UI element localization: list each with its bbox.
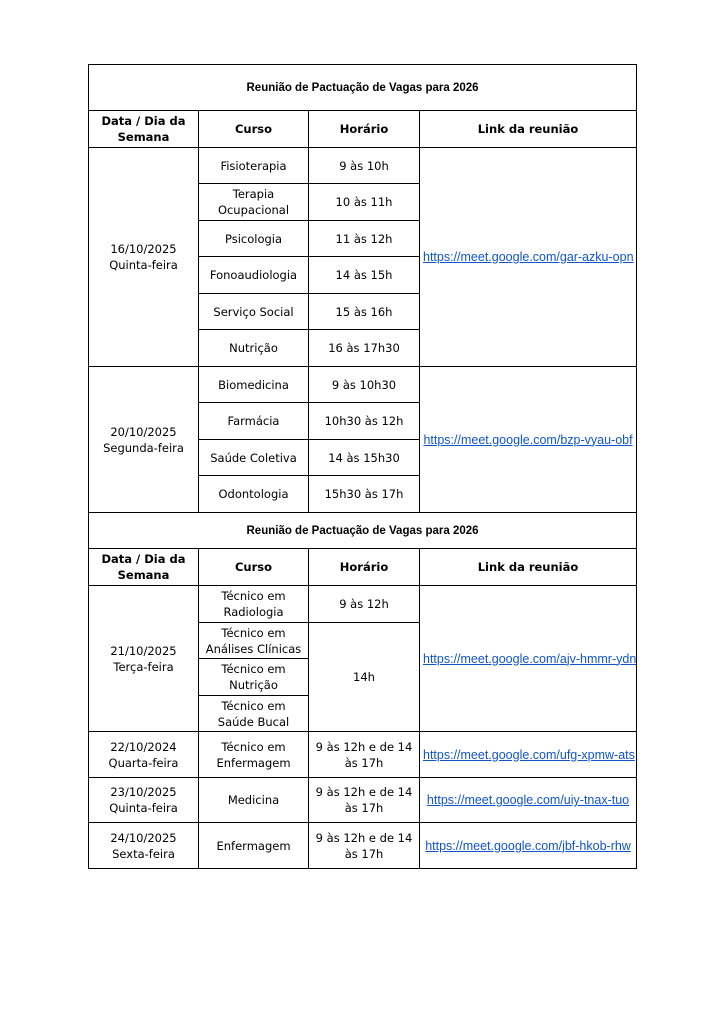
meeting-link[interactable]: https://meet.google.com/ajv-hmmr-ydn xyxy=(423,651,637,666)
date-value: 23/10/2025 xyxy=(110,785,177,799)
weekday-value: Quarta-feira xyxy=(108,755,179,770)
date-cell xyxy=(89,732,199,778)
weekday-value: Quinta-feira xyxy=(109,258,178,272)
date-value: 20/10/2025 xyxy=(110,424,177,439)
weekday-value: Quinta-feira xyxy=(109,801,178,815)
time-cell: 9 às 12h xyxy=(309,586,420,623)
meeting-link[interactable]: https://meet.google.com/jbf-hkob-rhw xyxy=(425,838,631,853)
section-title: Reunião de Pactuação de Vagas para 2026 xyxy=(89,65,637,111)
course-cell: Técnico em Enfermagem xyxy=(199,732,309,778)
link-cell xyxy=(420,823,637,869)
course-cell: Técnico em Nutrição xyxy=(199,659,309,696)
header-link: Link da reunião xyxy=(420,111,637,148)
course-cell: Nutrição xyxy=(199,330,309,367)
time-cell: 9 às 12h e de 14 às 17h xyxy=(309,778,420,823)
time-cell: 9 às 12h e de 14 às 17h xyxy=(309,732,420,778)
date-value: 22/10/2024 xyxy=(110,739,177,754)
time-cell: 15h30 às 17h xyxy=(309,476,420,513)
course-cell: Técnico em Análises Clínicas xyxy=(199,623,309,659)
header-link: Link da reunião xyxy=(420,549,637,586)
date-cell xyxy=(89,586,199,732)
course-cell: Enfermagem xyxy=(199,823,309,869)
schedule-table xyxy=(88,64,637,869)
course-cell: Biomedicina xyxy=(199,367,309,403)
section-title: Reunião de Pactuação de Vagas para 2026 xyxy=(89,513,637,549)
time-cell: 14 às 15h30 xyxy=(309,440,420,476)
meeting-link[interactable]: https://meet.google.com/gar-azku-opn xyxy=(423,250,634,264)
course-cell: Fonoaudiologia xyxy=(199,257,309,294)
date-cell xyxy=(89,148,199,367)
header-course: Curso xyxy=(199,549,309,586)
course-cell: Psicologia xyxy=(199,221,309,257)
link-cell xyxy=(420,778,637,823)
link-cell xyxy=(420,732,637,778)
course-cell: Saúde Coletiva xyxy=(199,440,309,476)
course-cell: Técnico em Saúde Bucal xyxy=(199,696,309,732)
date-value: 16/10/2025 xyxy=(110,242,177,256)
course-cell: Farmácia xyxy=(199,403,309,440)
date-cell xyxy=(89,778,199,823)
time-cell: 16 às 17h30 xyxy=(309,330,420,367)
weekday-value: Terça-feira xyxy=(113,659,174,674)
time-cell: 10 às 11h xyxy=(309,184,420,221)
date-cell xyxy=(89,823,199,869)
time-cell: 9 às 10h30 xyxy=(309,367,420,403)
time-cell: 11 às 12h xyxy=(309,221,420,257)
weekday-value: Segunda-feira xyxy=(103,440,184,455)
link-cell xyxy=(420,148,637,367)
course-cell: Terapia Ocupacional xyxy=(199,184,309,221)
time-cell: 9 às 10h xyxy=(309,148,420,184)
course-cell: Serviço Social xyxy=(199,294,309,330)
header-date: Data / Dia da Semana xyxy=(89,549,199,586)
header-course: Curso xyxy=(199,111,309,148)
time-cell: 15 às 16h xyxy=(309,294,420,330)
date-cell xyxy=(89,367,199,513)
time-cell: 9 às 12h e de 14 às 17h xyxy=(309,823,420,869)
date-value: 24/10/2025 xyxy=(110,830,177,845)
course-cell: Medicina xyxy=(199,778,309,823)
time-cell: 10h30 às 12h xyxy=(309,403,420,440)
course-cell: Fisioterapia xyxy=(199,148,309,184)
header-time: Horário xyxy=(309,111,420,148)
course-cell: Técnico em Radiologia xyxy=(199,586,309,623)
link-cell xyxy=(420,586,637,732)
link-cell xyxy=(420,367,637,513)
time-cell: 14h xyxy=(309,623,420,732)
time-cell: 14 às 15h xyxy=(309,257,420,294)
date-value: 21/10/2025 xyxy=(110,643,177,658)
weekday-value: Sexta-feira xyxy=(112,846,175,861)
meeting-link[interactable]: https://meet.google.com/bzp-vyau-obf xyxy=(423,432,633,447)
header-time: Horário xyxy=(309,549,420,586)
course-cell: Odontologia xyxy=(199,476,309,513)
meeting-link[interactable]: https://meet.google.com/uiy-tnax-tuo xyxy=(426,793,630,807)
header-date: Data / Dia da Semana xyxy=(89,111,199,148)
meeting-link[interactable]: https://meet.google.com/ufg-xpmw-ats xyxy=(423,747,635,762)
